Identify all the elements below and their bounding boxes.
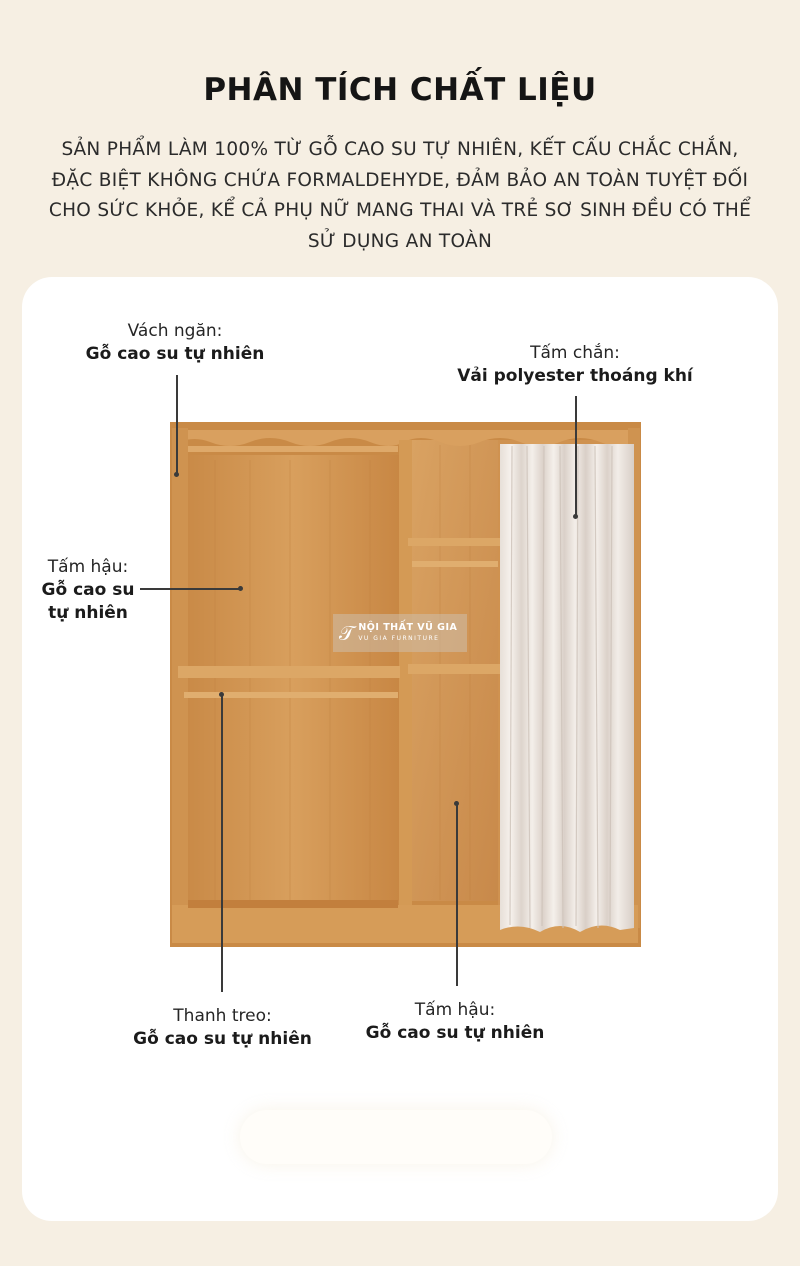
curtain: [500, 444, 634, 932]
callout-dot-tam-chan: [573, 514, 578, 519]
hanging-rod-left: [184, 692, 398, 698]
label-tam-chan: Tấm chắn: Vải polyester thoáng khí: [457, 343, 693, 386]
bottom-pill-placeholder: [240, 1110, 552, 1164]
label-vach-ngan: Vách ngăn: Gỗ cao su tự nhiên: [85, 321, 265, 364]
callout-dot-tam-hau-left: [238, 586, 243, 591]
label-tam-hau-bottom: Tấm hậu: Gỗ cao su tự nhiên: [365, 1000, 545, 1043]
intro-text: SẢN PHẨM LÀM 100% TỪ GỖ CAO SU TỰ NHIÊN, KẾT CẤU CHẮC CHẮN, ĐẶC BIỆT KHÔNG CHỨA FORMALDEHYDE, ĐẢM BẢO AN TOÀN TUYỆT ĐỐI CHO SỨC KHỎE, KỂ CẢ PHỤ NỮ MANG THAI VÀ TRẺ SƠ SINH ĐỀU CÓ THỂ SỬ DỤNG AN TOÀN: [48, 139, 752, 252]
callout-dot-vach-ngan: [174, 472, 179, 477]
callout-line-tam-hau-left: [140, 588, 240, 590]
brand-watermark: [333, 614, 467, 652]
divider-panel: [399, 440, 412, 926]
callout-line-thanh-treo: [221, 694, 223, 992]
callout-line-tam-hau-bottom: [456, 804, 458, 986]
brand-name: NỘI THẤT VŨ GIA: [358, 622, 458, 633]
brand-logo-icon: 𝒯: [339, 621, 355, 645]
callout-line-vach-ngan: [176, 375, 178, 475]
shelf-upper-middle: [408, 538, 500, 546]
label-thanh-treo: Thanh treo: Gỗ cao su tự nhiên: [133, 1006, 312, 1049]
callout-dot-tam-hau-bottom: [454, 801, 459, 806]
shelf-left: [178, 666, 400, 678]
page-title: PHÂN TÍCH CHẤT LIỆU: [203, 72, 597, 108]
brand-sub: VU GIA FURNITURE: [358, 635, 440, 642]
callout-dot-thanh-treo: [219, 692, 224, 697]
label-tam-hau-left: Tấm hậu: Gỗ cao su tự nhiên: [41, 557, 135, 623]
callout-line-tam-chan: [575, 396, 577, 516]
